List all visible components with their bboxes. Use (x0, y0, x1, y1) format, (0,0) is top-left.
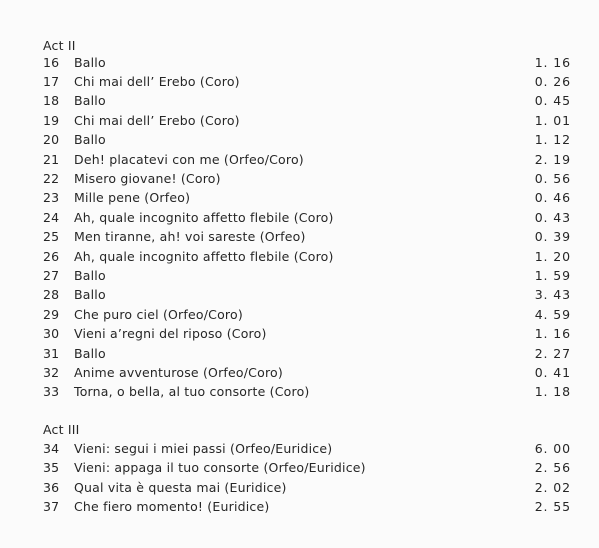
track-duration: 2. 27 (534, 345, 571, 361)
track-row (43, 53, 571, 72)
track-duration: 0. 45 (534, 93, 571, 109)
track-row (43, 91, 571, 110)
track-title: Che puro ciel (Orfeo/Coro) (74, 306, 243, 322)
track-duration: 1. 16 (534, 326, 571, 342)
track-title: Chi mai dell’ Erebo (Coro) (74, 112, 240, 128)
track-duration: 1. 20 (534, 248, 571, 264)
track-row (43, 382, 571, 401)
track-duration: 2. 02 (534, 479, 571, 495)
track-number: 37 (43, 499, 60, 515)
track-number: 31 (43, 345, 60, 361)
track-row (43, 72, 571, 91)
track-title: Ah, quale incognito affetto flebile (Coro) (74, 209, 334, 225)
track-number: 21 (43, 151, 60, 167)
track-title: Ballo (74, 287, 106, 303)
track-duration: 0. 56 (534, 170, 571, 186)
track-duration: 2. 56 (534, 460, 571, 476)
track-row (43, 363, 571, 382)
track-number: 29 (43, 306, 60, 322)
track-duration: 4. 59 (534, 306, 571, 322)
track-duration: 0. 46 (534, 190, 571, 206)
track-duration: 2. 19 (534, 151, 571, 167)
track-number: 28 (43, 287, 60, 303)
track-number: 35 (43, 460, 60, 476)
track-title: Qual vita è questa mai (Euridice) (74, 479, 287, 495)
track-duration: 6. 00 (534, 441, 571, 456)
track-title: Chi mai dell’ Erebo (Coro) (74, 73, 240, 89)
track-duration: 1. 01 (534, 112, 571, 128)
act-ii-heading: Act II (43, 38, 76, 53)
track-row (43, 497, 571, 516)
track-row (43, 266, 571, 285)
track-row (43, 111, 571, 130)
track-duration: 1. 18 (534, 384, 571, 400)
track-row (43, 305, 571, 324)
track-number: 17 (43, 73, 60, 89)
track-row (43, 150, 571, 169)
track-duration: 0. 41 (534, 364, 571, 380)
track-row (43, 439, 571, 458)
track-title: Ballo (74, 345, 106, 361)
act-iii-heading: Act III (43, 422, 80, 437)
track-row (43, 130, 571, 149)
track-title: Mille pene (Orfeo) (74, 190, 191, 206)
track-row (43, 478, 571, 497)
track-duration: 1. 16 (534, 54, 571, 70)
track-title: Vieni a’regni del riposo (Coro) (74, 326, 267, 342)
track-duration: 3. 43 (534, 287, 571, 303)
track-number: 34 (43, 441, 60, 456)
track-duration: 1. 12 (534, 132, 571, 148)
track-number: 36 (43, 479, 60, 495)
track-number: 33 (43, 384, 60, 400)
track-title: Deh! placatevi con me (Orfeo/Coro) (74, 151, 304, 167)
track-title: Vieni: segui i miei passi (Orfeo/Euridice) (74, 441, 333, 456)
track-number: 27 (43, 267, 60, 283)
track-title: Ah, quale incognito affetto flebile (Coro) (74, 248, 334, 264)
track-title: Torna, o bella, al tuo consorte (Coro) (74, 384, 310, 400)
track-number: 26 (43, 248, 60, 264)
track-title: Ballo (74, 54, 106, 70)
track-duration: 0. 39 (534, 229, 571, 245)
track-title: Ballo (74, 267, 106, 283)
track-duration: 0. 26 (534, 73, 571, 89)
track-row (43, 227, 571, 246)
track-row (43, 208, 571, 227)
track-title: Vieni: appaga il tuo consorte (Orfeo/Euridice) (74, 460, 366, 476)
track-row (43, 188, 571, 207)
track-title: Misero giovane! (Coro) (74, 170, 221, 186)
track-title: Che fiero momento! (Euridice) (74, 499, 270, 515)
track-number: 20 (43, 132, 60, 148)
track-title: Anime avventurose (Orfeo/Coro) (74, 364, 283, 380)
track-number: 16 (43, 54, 60, 70)
track-number: 18 (43, 93, 60, 109)
track-number: 24 (43, 209, 60, 225)
track-row (43, 169, 571, 188)
track-duration: 2. 55 (534, 499, 571, 515)
track-title: Ballo (74, 93, 106, 109)
track-duration: 1. 59 (534, 267, 571, 283)
track-number: 22 (43, 170, 60, 186)
track-number: 25 (43, 229, 60, 245)
track-title: Ballo (74, 132, 106, 148)
track-row (43, 344, 571, 363)
track-row (43, 285, 571, 304)
track-number: 32 (43, 364, 60, 380)
track-row (43, 458, 571, 477)
track-duration: 0. 43 (534, 209, 571, 225)
track-row (43, 324, 571, 343)
track-number: 30 (43, 326, 60, 342)
track-row (43, 247, 571, 266)
track-number: 19 (43, 112, 60, 128)
track-number: 23 (43, 190, 60, 206)
track-title: Men tiranne, ah! voi sareste (Orfeo) (74, 229, 306, 245)
